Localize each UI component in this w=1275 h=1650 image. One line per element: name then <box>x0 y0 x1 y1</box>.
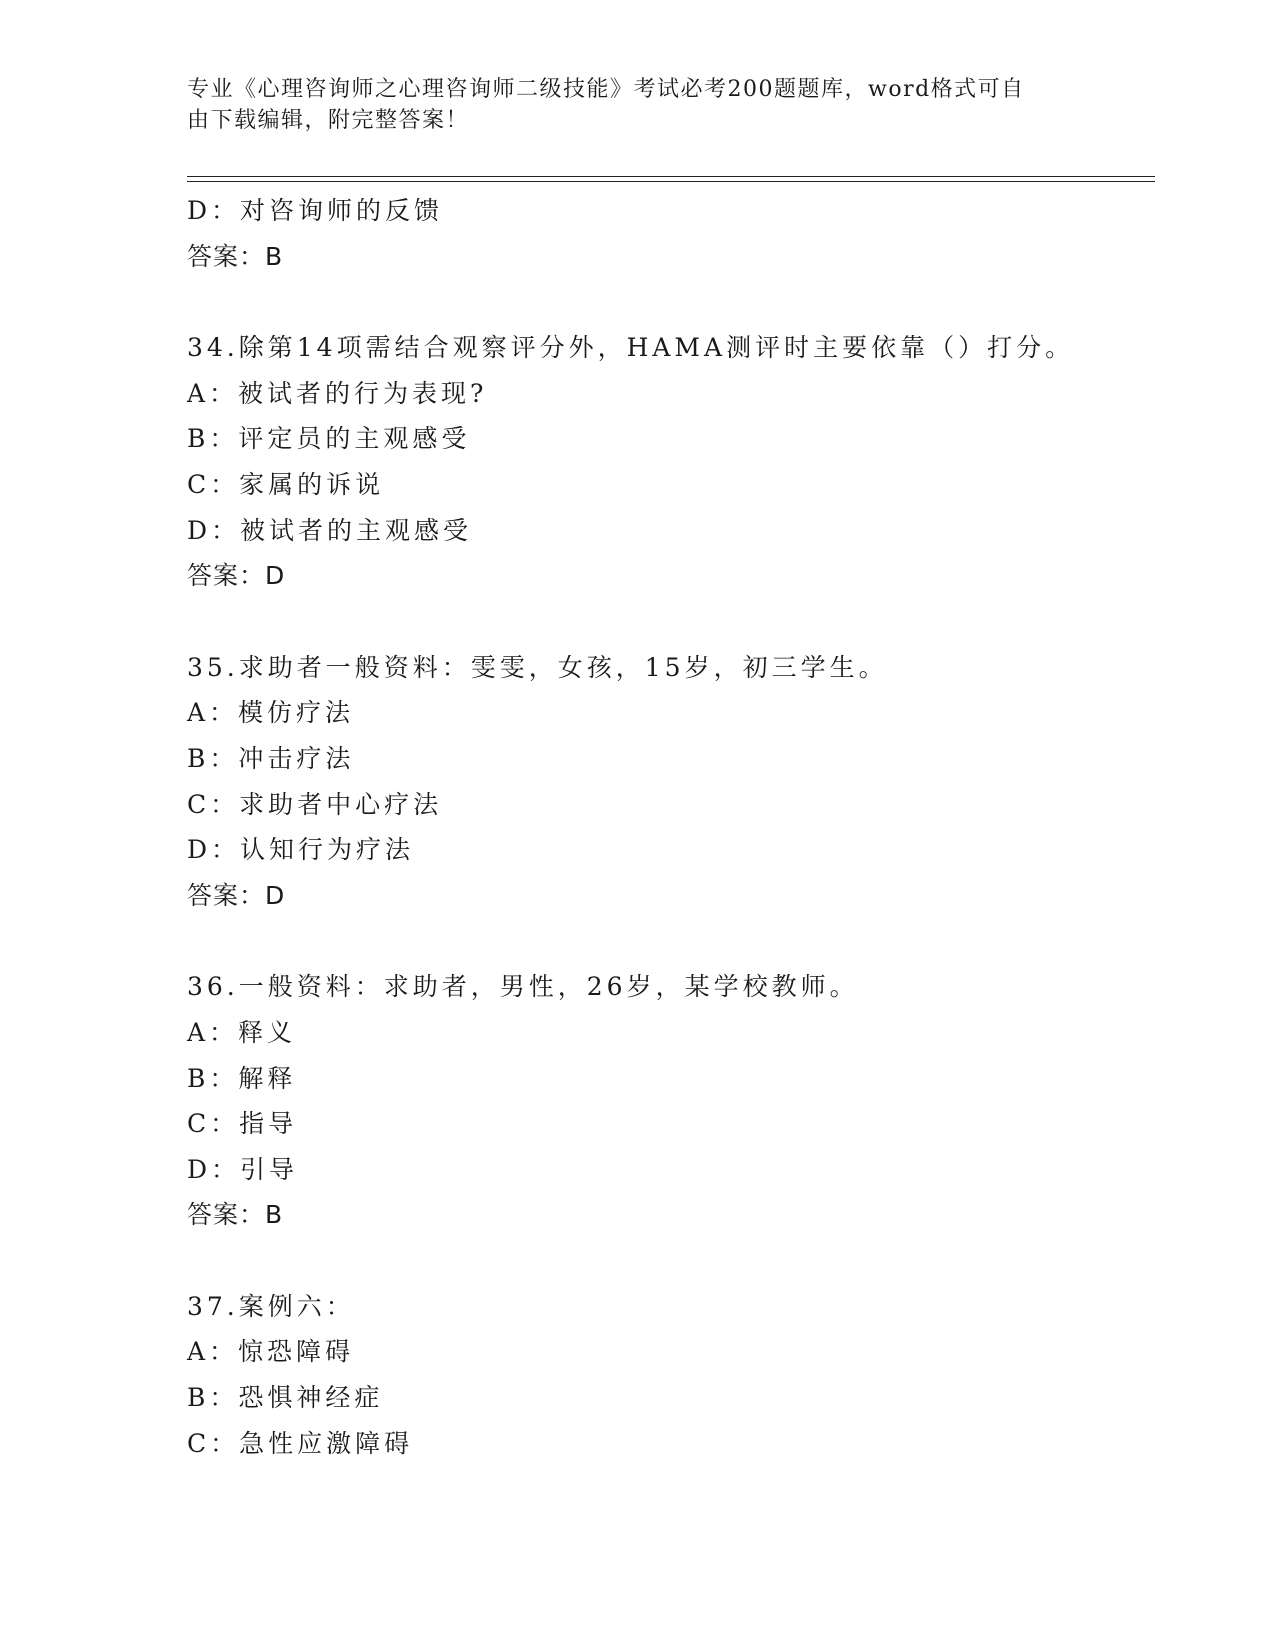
answer: 答案：D <box>187 561 286 591</box>
answer: 答案：B <box>187 241 284 271</box>
option-d: D：引导 <box>187 1154 299 1184</box>
question-stem: 35.求助者一般资料：雯雯，女孩，15岁，初三学生。 <box>187 652 888 682</box>
answer: 答案：D <box>187 880 286 910</box>
answer: 答案：B <box>187 1200 284 1230</box>
document-header <box>187 74 1067 136</box>
option-c: C：家属的诉说 <box>187 469 385 499</box>
header-divider-top <box>187 176 1155 177</box>
header-line-2: 由下载编辑，附完整答案！ <box>187 108 470 133</box>
option-b: B：解释 <box>187 1063 297 1093</box>
question-stem: 37.案例六： <box>187 1291 355 1321</box>
option-a: A：模仿疗法 <box>187 698 355 728</box>
question-stem: 34.除第14项需结合观察评分外，HAMA测评时主要依靠（）打分。 <box>187 333 1075 363</box>
header-line-1: 专业《心理咨询师之心理咨询师二级技能》考试必考200题题库，word格式可自 <box>187 77 1025 102</box>
option-a: A：惊恐障碍 <box>187 1337 355 1367</box>
option-b: B：恐惧神经症 <box>187 1383 384 1413</box>
option-c: C：急性应激障碍 <box>187 1428 414 1458</box>
option-b: B：冲击疗法 <box>187 743 355 773</box>
question-stem: 36.一般资料：求助者，男性，26岁，某学校教师。 <box>187 972 859 1002</box>
option-a: A：被试者的行为表现? <box>187 378 488 408</box>
question-35 <box>187 645 1155 919</box>
option-c: C：求助者中心疗法 <box>187 789 443 819</box>
option-d: D：对咨询师的反馈 <box>187 196 444 225</box>
header-divider-bottom <box>187 181 1155 182</box>
option-d: D：认知行为疗法 <box>187 835 415 865</box>
option-d: D：被试者的主观感受 <box>187 515 473 545</box>
question-list <box>187 188 1155 1466</box>
option-b: B：评定员的主观感受 <box>187 424 471 454</box>
question-37 <box>187 1284 1155 1466</box>
question-34 <box>187 325 1155 599</box>
option-a: A：释义 <box>187 1017 297 1047</box>
option-c: C：指导 <box>187 1109 298 1139</box>
question-36 <box>187 964 1155 1238</box>
